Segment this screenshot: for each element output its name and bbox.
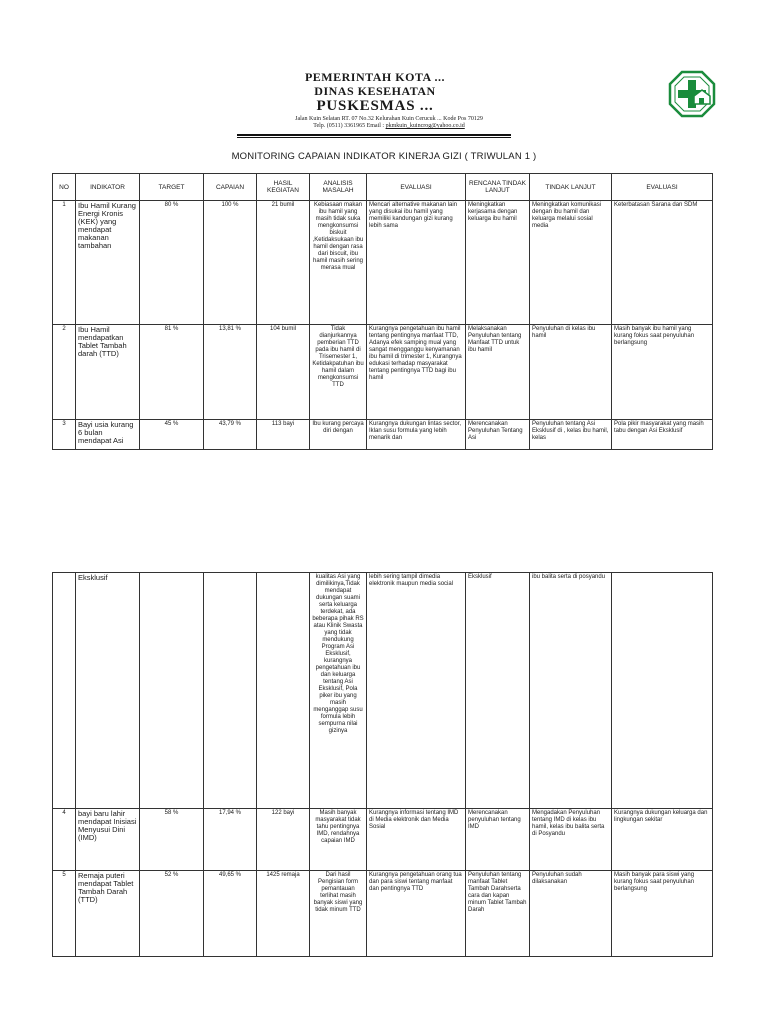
- header-address-block: [230, 116, 548, 130]
- cell-rencana: Penyuluhan tentang manfaat Tablet Tambah Darahserta cara dan kapan minum Tablet Tambah Darah: [466, 871, 530, 957]
- header-department: DINAS KESEHATAN: [314, 84, 436, 98]
- cell-indikator: Eksklusif: [76, 573, 140, 809]
- cell-evaluasi-2: Kurangnya dukungan keluarga dan lingkungan sekitar: [612, 809, 713, 871]
- cell-target: 81 %: [140, 325, 204, 420]
- table-header-row: [53, 174, 713, 201]
- cell-evaluasi-2: Masih banyak ibu hamil yang kurang fokus saat penyuluhan berlangsung: [612, 325, 713, 420]
- cell-analisis: Kebiasaan makan ibu hamil yang masih tidak suka mengkonsumsi biskuit ,Ketidaksukaan ibu hamil dengan rasa dari biscuit, ibu hamil masih sering merasa mual: [310, 201, 367, 325]
- cell-no: 3: [53, 420, 76, 450]
- letterhead: [0, 0, 768, 140]
- col-header-evaluasi: EVALUASI: [367, 174, 466, 201]
- cell-no: 2: [53, 325, 76, 420]
- cell-tindak: Mengadakan Penyuluhan tentang IMD di kelas ibu hamil, kelas ibu balita serta di Posyandu: [530, 809, 612, 871]
- cell-target: 52 %: [140, 871, 204, 957]
- header-contact-phone: Telp. (0511) 3361965 Email :: [313, 123, 386, 129]
- monitoring-table-page1: [52, 173, 713, 450]
- cell-no: 5: [53, 871, 76, 957]
- monitoring-table-page2: [52, 572, 713, 957]
- cell-rencana: Eksklusif: [466, 573, 530, 809]
- table-row: [53, 809, 713, 871]
- table-row: [53, 325, 713, 420]
- col-header-evaluasi-2: EVALUASI: [612, 174, 713, 201]
- table-row: [53, 420, 713, 450]
- col-header-tindak-lanjut: TINDAK LANJUT: [530, 174, 612, 201]
- cell-target: 58 %: [140, 809, 204, 871]
- cell-tindak: Penyuluhan di kelas ibu hamil: [530, 325, 612, 420]
- cell-tindak: Penyuluhan sudah dilaksanakan: [530, 871, 612, 957]
- cell-hasil: 21 bumil: [257, 201, 310, 325]
- cell-analisis: kualitas Asi yang dimilikinya,Tidak mendapat dukungan suami serta keluarga terdekat, ada beberapa pihak RS atau Klinik Swasta yang tidak mendukung Program Asi Eksklusif, kurangnya pengetahuan ibu dan keluarga tentang Asi Eksklusif, Pola piker ibu yang masih menganggap susu formula lebih sempurna nilai gizinya: [310, 573, 367, 809]
- cell-hasil: [257, 573, 310, 809]
- header-puskesmas: PUSKESMAS ...: [316, 98, 434, 114]
- col-header-analisis-masalah: ANALISIS MASALAH: [310, 174, 367, 201]
- cell-indikator: Ibu Hamil mendapatkan Tablet Tambah darah (TTD): [76, 325, 140, 420]
- cell-tindak: Meningkatkan komunikasi dengan ibu hamil dan keluarga melalui sosial media: [530, 201, 612, 325]
- header-email: pkmkuin_kuincrog@yahoo.co.id: [385, 123, 465, 129]
- col-header-rencana: RENCANA TINDAK LANJUT: [466, 174, 530, 201]
- cell-target: [140, 573, 204, 809]
- cell-no: 4: [53, 809, 76, 871]
- cell-hasil: 104 bumil: [257, 325, 310, 420]
- cell-hasil: 1425 remaja: [257, 871, 310, 957]
- cell-no: 1: [53, 201, 76, 325]
- cell-analisis: Ibu kurang percaya diri dengan: [310, 420, 367, 450]
- cell-evaluasi: Kurangnya informasi tentang IMD di Media elektronik dan Media Sosial: [367, 809, 466, 871]
- cell-rencana: Meningkatkan kerjasama dengan keluarga ibu hamil: [466, 201, 530, 325]
- cell-analisis: Masih banyak masyarakat tidak tahu pentingnya IMD, rendahnya capaian IMD: [310, 809, 367, 871]
- col-header-target: TARGET: [140, 174, 204, 201]
- header-rule-thick: [237, 134, 511, 136]
- header-contact: [230, 123, 548, 130]
- cell-evaluasi-2: [612, 573, 713, 809]
- cell-capaian: 49,65 %: [204, 871, 257, 957]
- cell-hasil: 122 bayi: [257, 809, 310, 871]
- cell-tindak: ibu balita serta di posyandu: [530, 573, 612, 809]
- cell-analisis: Tidak dianjurkannya pemberian TTD pada ibu hamil di Trisemester 1, Ketidakpatuhan ibu hamil dalam mengkonsumsi TTD: [310, 325, 367, 420]
- cell-indikator: Remaja puteri mendapat Tablet Tambah Darah (TTD): [76, 871, 140, 957]
- col-header-indikator: INDIKATOR: [76, 174, 140, 201]
- cell-tindak: Penyuluhan tentang Asi Eksklusif di , kelas ibu hamil, kelas: [530, 420, 612, 450]
- cell-analisis: Dari hasil Pengisian form pemantauan terlihat masih banyak siswi yang tidak minum TTD: [310, 871, 367, 957]
- col-header-hasil-kegiatan: HASIL KEGIATAN: [257, 174, 310, 201]
- table-row: [53, 573, 713, 809]
- document-title: MONITORING CAPAIAN INDIKATOR KINERJA GIZI ( TRIWULAN 1 ): [231, 151, 537, 162]
- header-address: Jalan Kuin Selatan RT. 07 No.32 Kelurahan Kuin Cerucuk ... Kode Pos 70129: [295, 116, 483, 122]
- cell-evaluasi-2: Masih banyak para siswi yang kurang fokus saat penyuluhan berlangsung: [612, 871, 713, 957]
- cell-rencana: Merencanakan penyuluhan tentang IMD: [466, 809, 530, 871]
- header-rule-thin: [237, 137, 511, 138]
- cell-indikator: bayi baru lahir mendapat Inisiasi Menyusui Dini (IMD): [76, 809, 140, 871]
- cell-evaluasi-2: Pola pikir masyarakat yang masih tabu dengan Asi Eksklusif: [612, 420, 713, 450]
- cell-capaian: 13,81 %: [204, 325, 257, 420]
- header-government: PEMERINTAH KOTA ...: [304, 70, 446, 84]
- cell-rencana: Merencanakan Penyuluhan Tentang Asi: [466, 420, 530, 450]
- cell-capaian: 100 %: [204, 201, 257, 325]
- cell-evaluasi: Mencari alternative makanan lain yang disukai ibu hamil yang memiliki kandungan gizi kurang lebih sama: [367, 201, 466, 325]
- cell-capaian: 43,79 %: [204, 420, 257, 450]
- cell-indikator: Bayi usia kurang 6 bulan mendapat Asi: [76, 420, 140, 450]
- cell-evaluasi: Kurangnya dukungan lintas sector, Iklan susu formula yang lebih menarik dan: [367, 420, 466, 450]
- cell-capaian: 17,94 %: [204, 809, 257, 871]
- col-header-no: NO: [53, 174, 76, 201]
- cell-rencana: Melaksanakan Penyuluhan tentang Manfaat TTD untuk ibu hamil: [466, 325, 530, 420]
- cell-evaluasi: lebih sering tampil dimedia elektronik maupun media social: [367, 573, 466, 809]
- cell-indikator: Ibu Hamil Kurang Energi Kronis (KEK) yang mendapat makanan tambahan: [76, 201, 140, 325]
- cell-evaluasi-2: Keterbatasan Sarana dan SDM: [612, 201, 713, 325]
- cell-evaluasi: Kurangnya pengetahuan orang tua dan para siswi tentang manfaat dan pentingnya TTD: [367, 871, 466, 957]
- cell-target: 45 %: [140, 420, 204, 450]
- table-row: [53, 871, 713, 957]
- cell-evaluasi: Kurangnya pengetahuan ibu hamil tentang pentingnya manfaat TTD, Adanya efek samping mual yang sangat mengganggu kenyamanan ibu hamil di trimester 1, Kurangnya edukasi terhadap masyarakat tentang pentingnya TTD bagi ibu hamil: [367, 325, 466, 420]
- table-row: [53, 201, 713, 325]
- cell-capaian: [204, 573, 257, 809]
- cell-no: [53, 573, 76, 809]
- puskesmas-logo-icon: [668, 70, 716, 118]
- cell-target: 80 %: [140, 201, 204, 325]
- col-header-capaian: CAPAIAN: [204, 174, 257, 201]
- cell-hasil: 113 bayi: [257, 420, 310, 450]
